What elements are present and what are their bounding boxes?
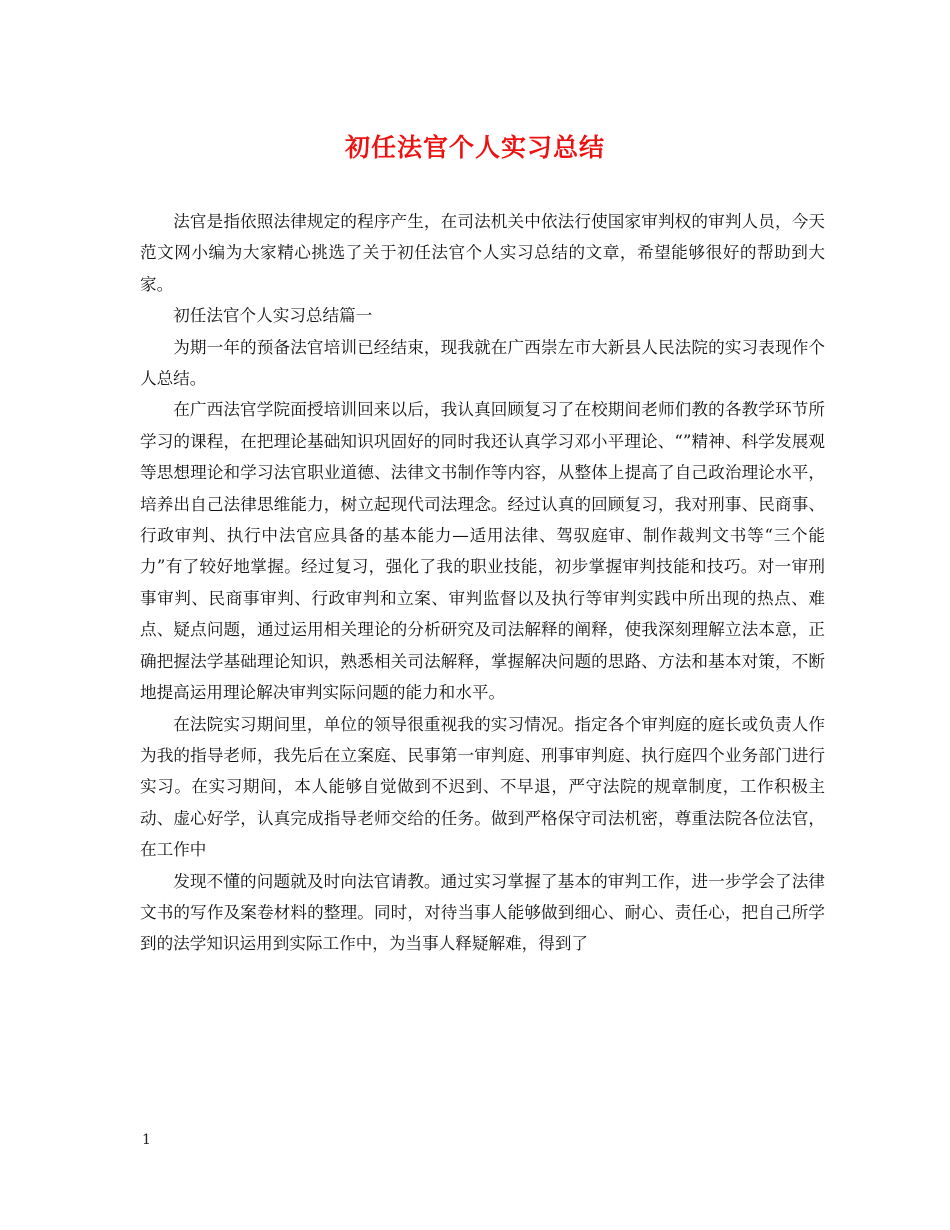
document-title: 初任法官个人实习总结 xyxy=(344,133,605,162)
body-paragraph: 在广西法官学院面授培训回来以后，我认真回顾复习了在校期间老师们教的各教学环节所学习的课程，在把理论基础知识巩固好的同时我还认真学习邓小平理论、“”精神、科学发展观等思想理论和学习法官职业道德、法律文书制作等内容，从整体上提高了自己政治理论水平，培养出自己法律思维能力，树立起现代司法理念。经过认真的回顾复习，我对刑事、民商事、行政审判、执行中法官应具备的基本能力—适用法律、驾驭庭审、制作裁判文书等“三个能力”有了较好地掌握。经过复习，强化了我的职业技能，初步掌握审判技能和技巧。对一审刑事审判、民商事审判、行政审判和立案、审判监督以及执行等审判实践中所出现的热点、难点、疑点问题，通过运用相关理论的分析研究及司法解释的阐释，使我深刻理解立法本意，正确把握法学基础理论知识，熟悉相关司法解释，掌握解决问题的思路、方法和基本对策，不断地提高运用理论解决审判实际问题的能力和水平。 xyxy=(140,400,825,703)
body-paragraph: 为期一年的预备法官培训已经结束，现我就在广西崇左市大新县人民法院的实习表现作个人总结。 xyxy=(140,337,825,389)
body-paragraph: 发现不懂的问题就及时向法官请教。通过实习掌握了基本的审判工作，进一步学会了法律文书的写作及案卷材料的整理。同时，对待当事人能够做到细心、耐心、责任心，把自己所学到的法学知识运用到实际工作中，为当事人释疑解难，得到了 xyxy=(140,871,825,954)
body-paragraph: 在法院实习期间里，单位的领导很重视我的实习情况。指定各个审判庭的庭长或负责人作为我的指导老师，我先后在立案庭、民事第一审判庭、刑事审判庭、执行庭四个业务部门进行实习。在实习期间，本人能够自觉做到不迟到、不早退，严守法院的规章制度，工作积极主动、虚心好学，认真完成指导老师交给的任务。做到严格保守司法机密，尊重法院各位法官，在工作中 xyxy=(140,714,825,860)
section-heading: 初任法官个人实习总结篇一 xyxy=(173,306,373,326)
intro-paragraph: 法官是指依照法律规定的程序产生，在司法机关中依法行使国家审判权的审判人员，今天范文网小编为大家精心挑选了关于初任法官个人实习总结的文章，希望能够很好的帮助到大家。 xyxy=(140,212,825,294)
page-number: 1 xyxy=(142,1132,151,1148)
document-body xyxy=(140,206,825,960)
